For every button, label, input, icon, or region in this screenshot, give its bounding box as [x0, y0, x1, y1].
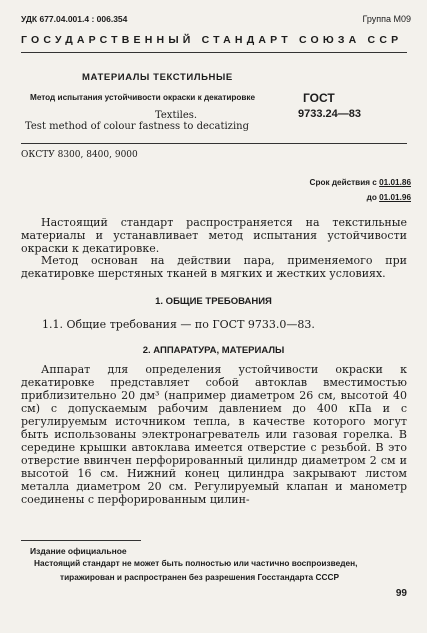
english-subtitle: Test method of colour fastness to decatizing: [25, 121, 249, 132]
apparatus-paragraph: Аппарат для определения устойчивости окраски к декатировке представляет собой автоклав вместимостью приблизительно 20 дм³ (например диаметром 26 см, высотой 40 см) с допускаемым рабочим давлением до 400 кПа и с регулируемым источником тепла, в качестве которого могут быть использованы электронагреватель или газовая горелка. В середине крышки автоклава имеется отверстие с резьбой. В это отверстие ввинчен перфорированный цилиндр диаметром 2 см и высотой 16 см. Нижний конец цилиндра закрывают листом металла диаметром 20 см. Регулируемый клапан и манометр соединены с перфорированным цилин-: [21, 363, 407, 506]
edition-note: Издание официальное: [30, 546, 127, 556]
effective-from: [310, 178, 411, 187]
standard-banner: ГОСУДАРСТВЕННЫЙ СТАНДАРТ СОЮЗА ССР: [21, 34, 403, 46]
copyright-notice-line2: тиражирован и распространен без разрешения Госстандарта СССР: [60, 572, 339, 582]
scope-paragraph: Настоящий стандарт распространяется на текстильные материалы и устанавливает метод испытания устойчивости окраски к декатировке.: [21, 216, 407, 255]
udk-code: УДК 677.04.001.4 : 006.354: [21, 14, 128, 24]
effective-from-label: Срок действия с: [309, 178, 377, 187]
effective-from-date: 01.01.86: [379, 178, 411, 187]
effective-to-date: 01.01.96: [379, 193, 411, 202]
footer-divider: [21, 540, 141, 541]
title-divider: [21, 143, 407, 144]
english-title: Textiles.: [155, 110, 198, 121]
banner-divider: [21, 52, 407, 53]
effective-to: [367, 193, 411, 202]
document-subtitle: Метод испытания устойчивости окраски к декатировке: [30, 93, 256, 102]
gost-number: 9733.24—83: [298, 108, 361, 120]
group-code: Группа М09: [362, 14, 411, 24]
section-heading-apparatus: 2. АППАРАТУРА, МАТЕРИАЛЫ: [142, 345, 285, 356]
document-title: МАТЕРИАЛЫ ТЕКСТИЛЬНЫЕ: [82, 72, 233, 83]
gost-label: ГОСТ: [303, 91, 335, 105]
page-number: 99: [395, 588, 407, 599]
clause-1-1: 1.1. Общие требования — по ГОСТ 9733.0—83.: [42, 318, 315, 331]
section-heading-general: 1. ОБЩИЕ ТРЕБОВАНИЯ: [155, 296, 272, 307]
effective-to-label: до: [366, 193, 377, 202]
copyright-notice-line1: Настоящий стандарт не может быть полностью или частично воспроизведен,: [34, 558, 358, 568]
okstu-codes: ОКСТУ 8300, 8400, 9000: [21, 150, 138, 160]
method-paragraph: Метод основан на действии пара, применяемого при декатировке шерстяных тканей в мягких и жестких условиях.: [21, 254, 407, 280]
